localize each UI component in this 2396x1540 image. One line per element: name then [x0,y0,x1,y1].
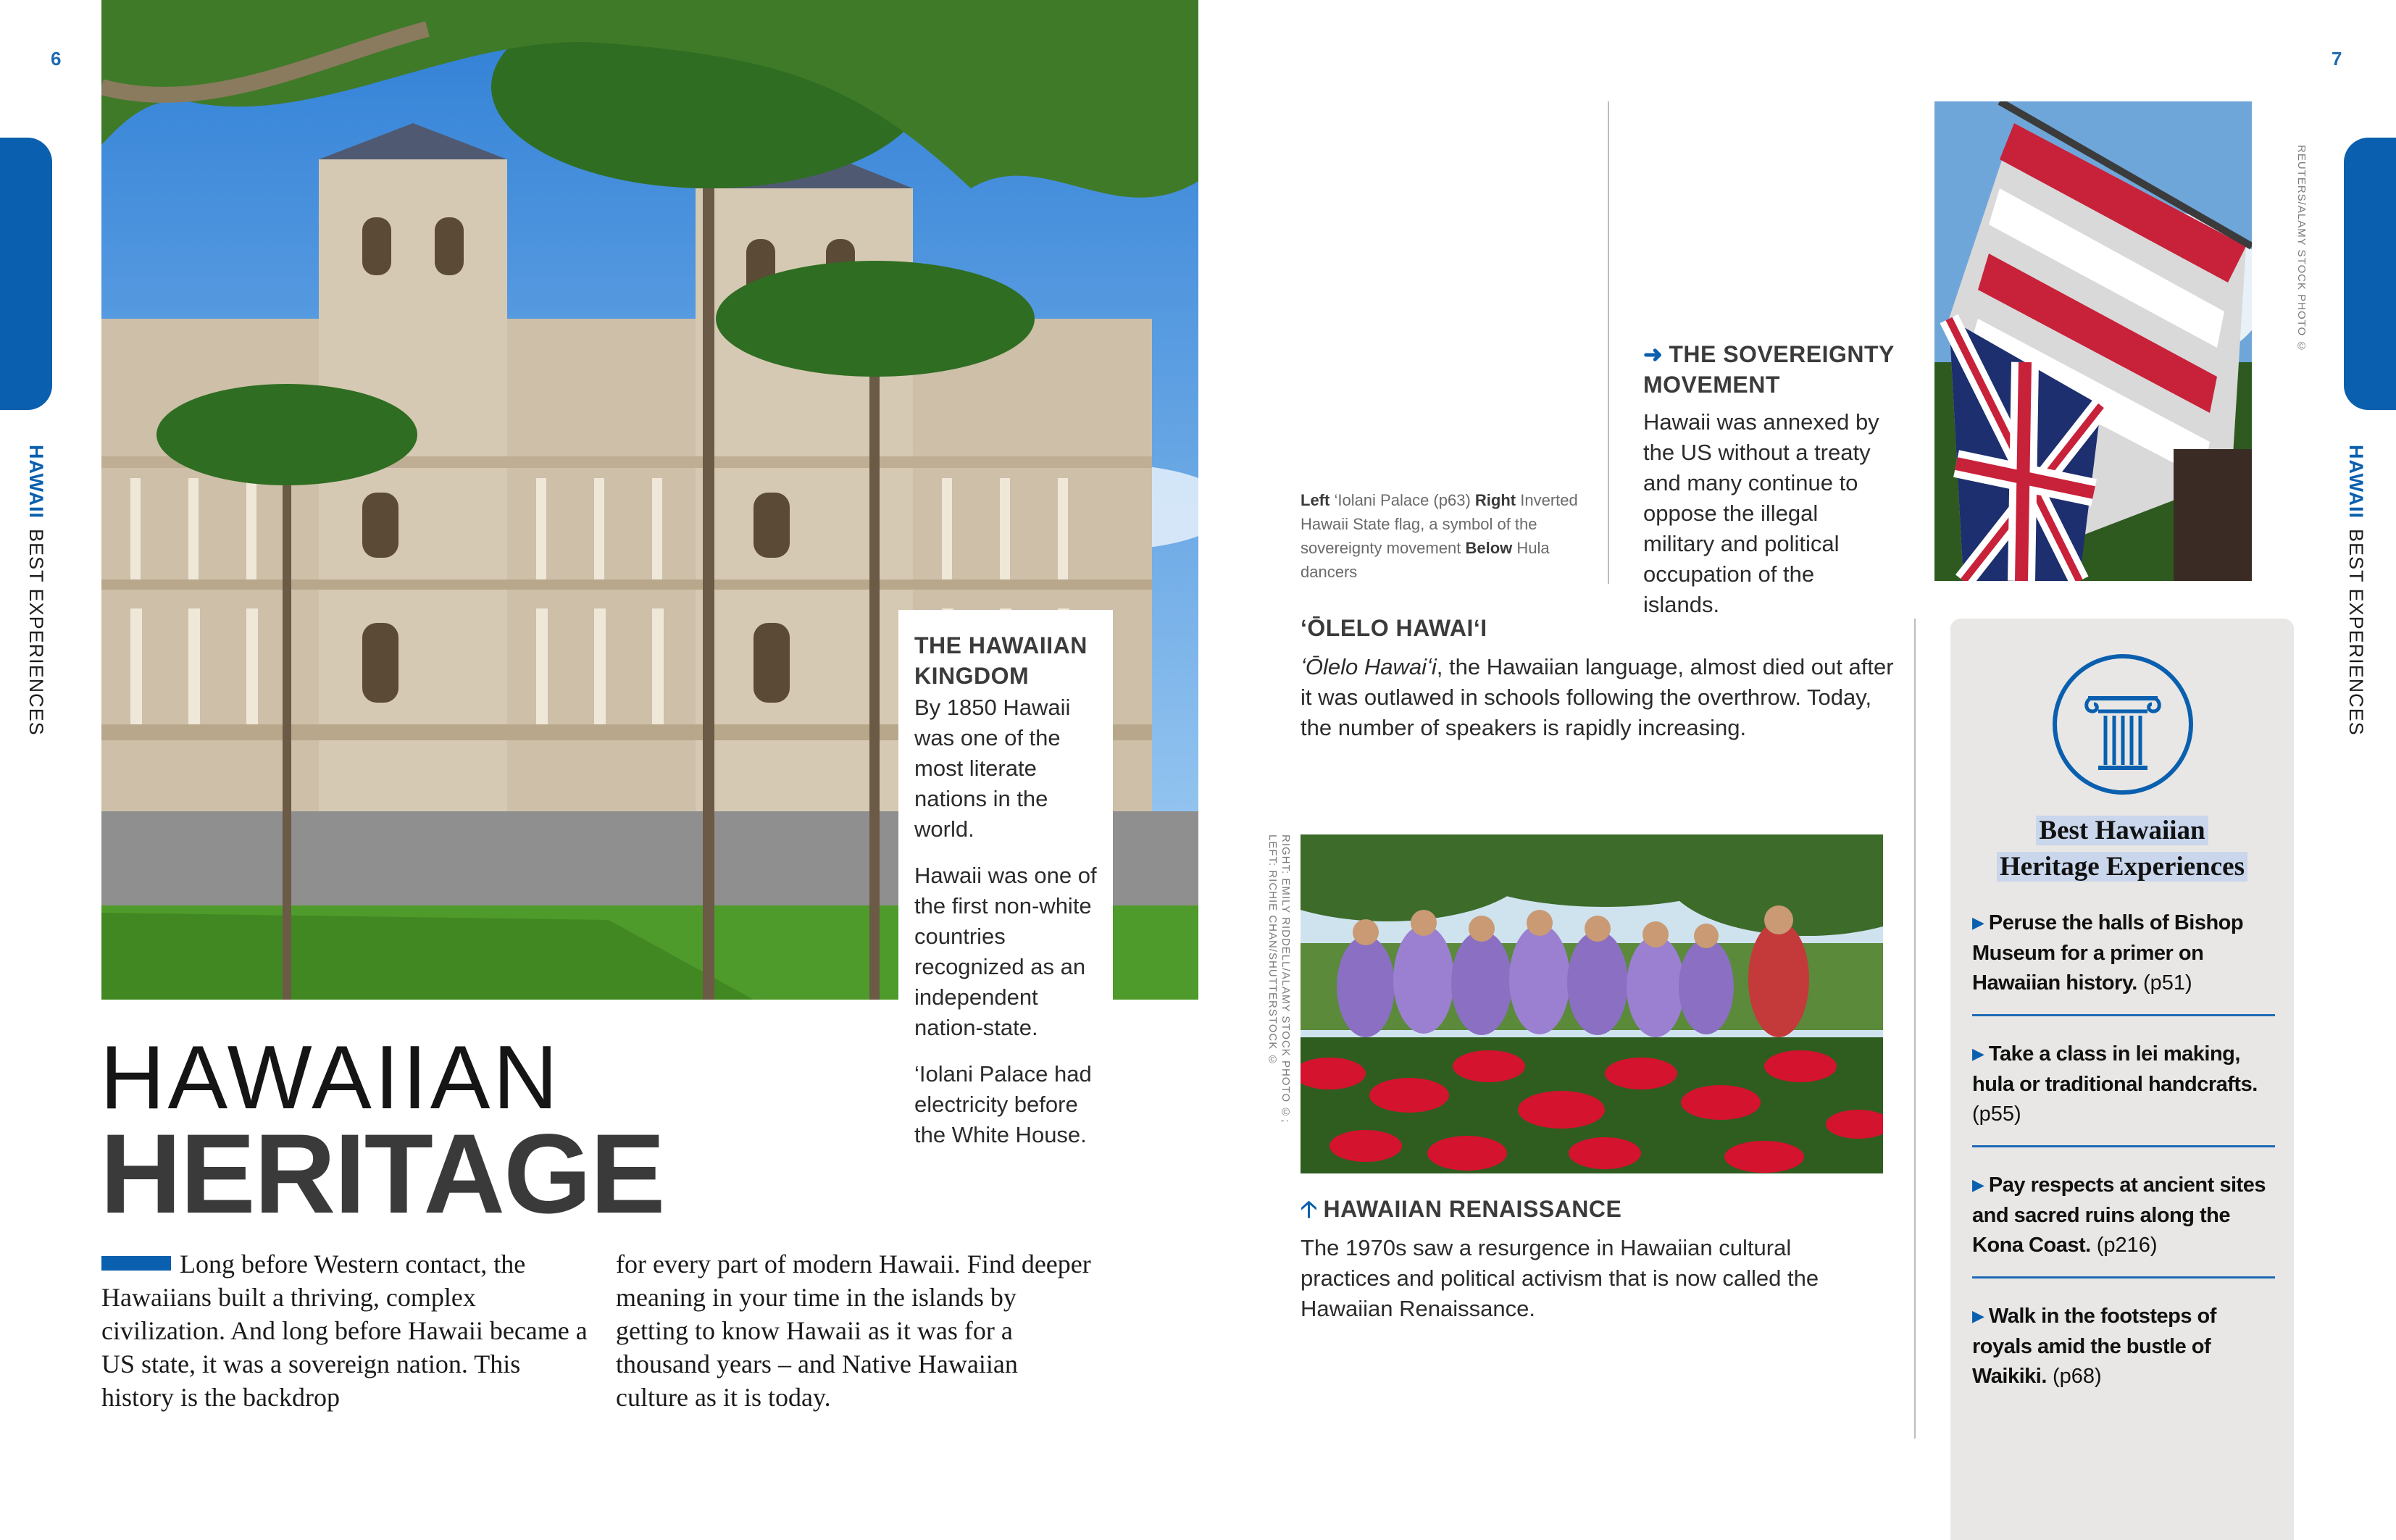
triangle-bullet-icon: ▶ [1972,1176,1984,1194]
list-item: ▶ Pay respects at ancient sites and sacred ruins along the Kona Coast. (p216) [1972,1171,2275,1279]
runner-chapter: BEST EXPERIENCES [25,529,47,736]
caption-below-text: Hula dancers [1301,539,1550,581]
list-item: ▶ Take a class in lei making, hula or traditional handcrafts. (p55) [1972,1039,2275,1147]
intro-text-2: for every part of modern Hawaii. Find deeper meaning in your time in the islands by getting to know Hawaii as it was for a thousand years – and Native Hawaiian culture as it is today. [616,1250,1091,1412]
triangle-bullet-icon: ▶ [1972,1307,1984,1325]
running-header-left [25,445,47,736]
photo-credit-line1: RIGHT: EMILY RIDDELL/ALAMY STOCK PHOTO ©; [1280,834,1292,1123]
intro-column-2 [616,1247,1094,1414]
caption-left-label: Left [1301,491,1330,509]
chapter-tab-left [0,138,52,410]
list-item: ▶ Peruse the halls of Bishop Museum for a primer on Hawaiian history. (p51) [1972,908,2275,1016]
running-header-right [2345,445,2367,736]
chapter-tab-right [2344,138,2396,410]
intro-accent-rule [101,1256,171,1271]
divider-line [1608,101,1609,584]
caption-right-label: Right [1474,491,1516,509]
arrow-right-icon: ➜ [1643,341,1664,367]
runner-chapter: BEST EXPERIENCES [2345,529,2367,736]
caption-right-text: Inverted Hawaii State flag, a symbol of the sovereignty movement [1301,491,1578,557]
olelo-text: , the Hawaiian language, almost died out after it was outlawed in schools following the overthrow. Today, the number of speakers is rapidly increasing. [1301,654,1894,740]
caption-left-text: ‘Iolani Palace (p63) [1334,491,1471,509]
renaissance-body: The 1970s saw a resurgence in Hawaiian cultural practices and political activism that is now called the Hawaiian Renaissance. [1301,1235,1819,1321]
page-number-right: 7 [2332,48,2342,70]
list-item: ▶ Walk in the footsteps of royals amid the bustle of Waikiki. (p68) [1972,1305,2216,1388]
olelo-term: ʻŌlelo Hawaiʻi [1301,654,1437,679]
greek-column-icon [2050,652,2195,797]
runner-section: HAWAII [2345,445,2367,519]
triangle-bullet-icon: ▶ [1972,913,1984,932]
best-experiences-list [1972,908,2275,1431]
page-number-left: 6 [51,48,62,70]
arrow-up-icon: 🡡 [1301,1196,1318,1222]
best-heading-line2: Heritage Experiences [1997,852,2247,882]
runner-section: HAWAII [25,445,47,519]
sovereignty-heading: ➜ THE SOVEREIGNTY MOVEMENT [1643,341,1895,398]
renaissance-heading: 🡡 HAWAIIAN RENAISSANCE [1301,1196,1622,1222]
best-experiences-panel [1950,619,2294,1540]
inverted-flag-photo [1934,101,2252,581]
kingdom-paragraph: By 1850 Hawaii was one of the most literate nations in the world. [914,695,1071,842]
page-title-line1: HAWAIIAN [100,1028,561,1128]
olelo-heading: ʻŌLELO HAWAIʻI [1301,615,1487,641]
best-heading [1950,813,2294,885]
triangle-bullet-icon: ▶ [1972,1045,1984,1063]
divider-line [1914,619,1916,1439]
kingdom-paragraph: Hawaii was one of the first non-white countries recognized as an independent nation-state. [914,863,1097,1040]
kingdom-paragraph: ‘Iolani Palace had electricity before the White House. [914,1061,1092,1147]
page-title-line2: HERITAGE [100,1111,664,1237]
sovereignty-body: Hawaii was annexed by the US without a treaty and many continue to oppose the illegal military and political occupation of the islands. [1643,409,1879,617]
hawaiian-kingdom-sidebar [898,610,1113,1160]
photo-caption [1301,488,1583,584]
intro-column-1 [101,1247,594,1414]
kingdom-heading: THE HAWAIIAN KINGDOM [914,632,1088,689]
intro-text-1: Long before Western contact, the Hawaiians built a thriving, complex civilization. And long before Hawaii became a US state, it was a sovereign nation. This history is the backdrop [101,1250,588,1412]
photo-credit-line2: LEFT: RICHIE CHAN/SHUTTERSTOCK © [1266,834,1279,1067]
hula-dancers-photo [1301,834,1883,1173]
olelo-body [1301,652,1895,743]
best-heading-line1: Best Hawaiian [2036,816,2208,845]
flag-photo-credit: REUTERS/ALAMY STOCK PHOTO © [2295,145,2308,353]
caption-below-label: Below [1465,539,1513,557]
